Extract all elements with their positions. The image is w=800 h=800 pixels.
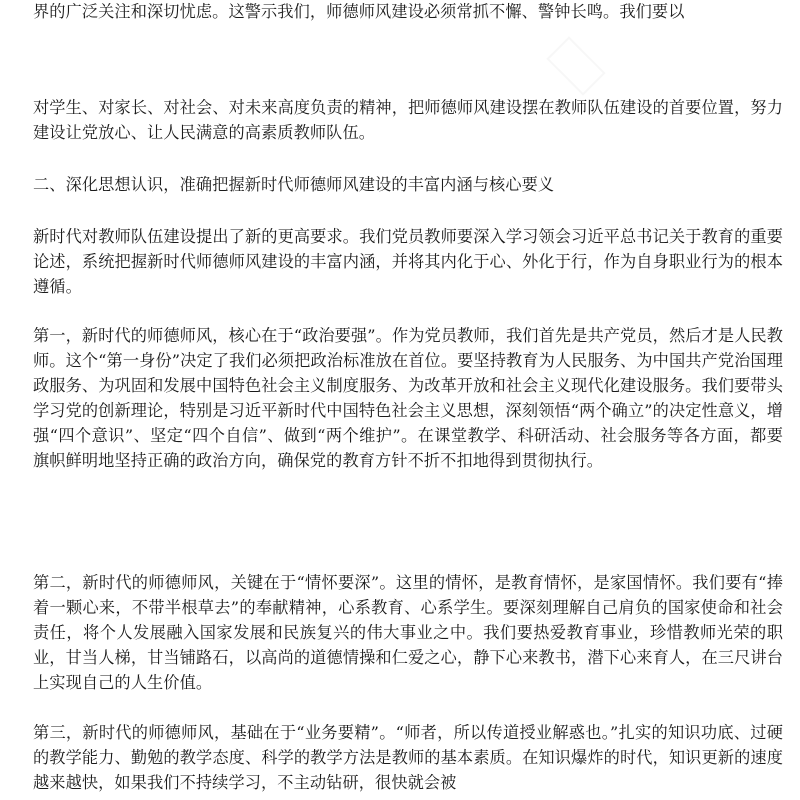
- section-heading-2: 二、深化思想认识，准确把握新时代师德师风建设的丰富内涵与核心要义: [33, 175, 555, 194]
- paragraph-professional-skill: 第三，新时代的师德师风，基础在于“业务要精”。“师者，所以传道授业解惑也。”扎实的知识功底、过硬的教学能力、勤勉的教学态度、科学的教学方法是教师的基本素质。在知识爆炸的时代，知识更新的速度越来越快，如果我们不持续学习，不主动钻研，很快就会被: [33, 723, 783, 792]
- paragraph-deep-sentiment: 第二，新时代的师德师风，关键在于“情怀要深”。这里的情怀，是教育情怀，是家国情怀。我们要有“捧着一颗心来，不带半根草去”的奉献精神，心系教育、心系学生。要深刻理解自己肩负的国家使命和社会责任，将个人发展融入国家发展和民族复兴的伟大事业之中。我们要热爱教育事业，珍惜教师光荣的职业，甘当人梯，甘当铺路石，以高尚的道德情操和仁爱之心，静下心来教书，潜下心来育人，在三尺讲台上实现自己的人生价值。: [33, 573, 783, 692]
- watermark: ​: [546, 36, 605, 95]
- paragraph-new-era-requirements: 新时代对教师队伍建设提出了新的更高要求。我们党员教师要深入学习领会习近平总书记关于教育的重要论述，系统把握新时代师德师风建设的丰富内涵，并将其内化于心、外化于行，作为自身职业行为的根本遵循。: [33, 227, 783, 296]
- paragraph-political-strength: 第一，新时代的师德师风，核心在于“政治要强”。作为党员教师，我们首先是共产党员，然后才是人民教师。这个“第一身份”决定了我们必须把政治标准放在首位。要坚持教育为人民服务、为中国共产党治国理政服务、为巩固和发展中国特色社会主义制度服务、为改革开放和社会主义现代化建设服务。我们要带头学习党的创新理论，特别是习近平新时代中国特色社会主义思想，深刻领悟“两个确立”的决定性意义，增强“四个意识”、坚定“四个自信”、做到“两个维护”。在课堂教学、科研活动、社会服务等各方面，都要旗帜鲜明地坚持正确的政治方向，确保党的教育方针不折不扣地得到贯彻执行。: [33, 326, 783, 470]
- paragraph-intro-tail: 界的广泛关注和深切忧虑。这警示我们，师德师风建设必须常抓不懈、警钟长鸣。我们要以: [33, 2, 685, 21]
- paragraph-responsibility: 对学生、对家长、对社会、对未来高度负责的精神，把师德师风建设摆在教师队伍建设的首要位置，努力建设让党放心、让人民满意的高素质教师队伍。: [33, 98, 783, 142]
